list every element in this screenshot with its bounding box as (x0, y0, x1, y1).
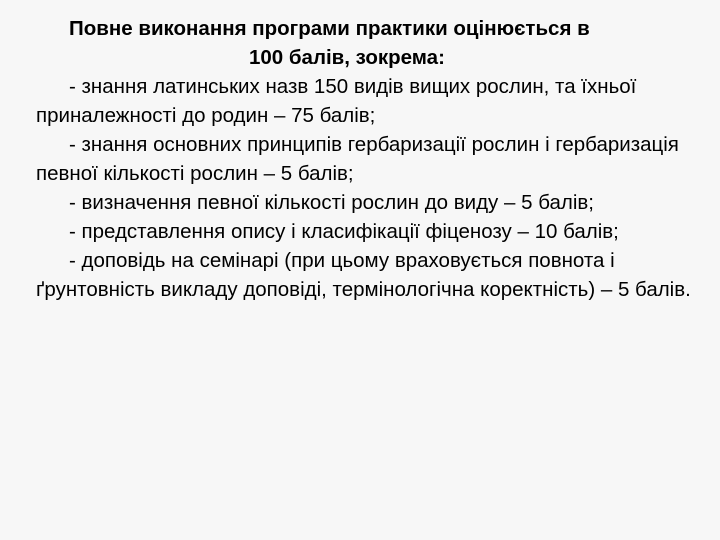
heading-line-1: Повне виконання програми практики оцінюється в (69, 17, 590, 40)
heading-line-2: 100 балів, зокрема: (249, 46, 445, 69)
list-item-identification: - визначення певної кількості рослин до виду – 5 балів; (69, 191, 594, 214)
list-item-phytocenosis: - представлення опису і класифікації фіценозу – 10 балів; (69, 220, 619, 243)
body-text-block (36, 14, 696, 304)
list-item-latin-names: - знання латинських назв 150 видів вищих рослин, та їхньої приналежності до родин – 75 балів; (36, 75, 637, 127)
list-item-seminar-report: - доповідь на семінарі (при цьому враховується повнота і ґрунтовність викладу доповіді, термінологічна коректність) – 5 балів. (36, 249, 691, 301)
list-item-herbarization: - знання основних принципів гербаризації рослин і гербаризація певної кількості рослин – 5 балів; (36, 133, 679, 185)
